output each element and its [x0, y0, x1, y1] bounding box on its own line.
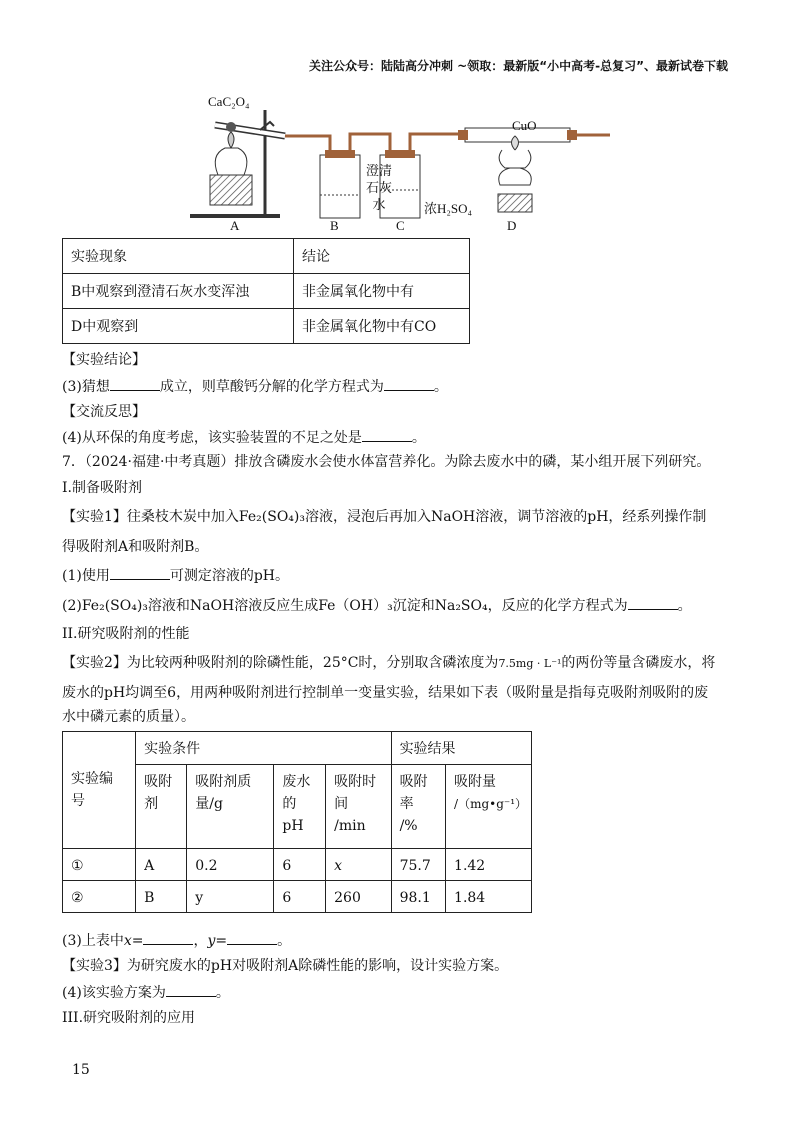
label-b: B: [330, 218, 339, 233]
answer-blank[interactable]: [628, 595, 678, 610]
table-cell: 6: [274, 881, 326, 913]
apparatus-diagram: [180, 90, 620, 235]
section-heading: 【实验结论】: [62, 352, 146, 368]
table-header: 实验现象: [63, 239, 294, 274]
table-header: 实验编 号: [63, 732, 136, 849]
table-header: 实验条件: [136, 732, 391, 765]
answer-blank[interactable]: [227, 930, 277, 945]
label-c: C: [396, 218, 405, 233]
table-header: 实验结果: [391, 732, 531, 765]
limewater-label: 澄清 石灰 水: [365, 163, 392, 212]
experiment-1: 【实验1】往桑枝木炭中加入Fe₂(SO₄)₃溶液，浸泡后再加入NaOH溶液，调节溶液的pH，经系列操作制: [62, 509, 707, 525]
experiment-2-cont: 水中磷元素的质量）。: [62, 709, 195, 725]
table-cell: 75.7: [391, 849, 445, 881]
table-cell: A: [136, 849, 187, 881]
page-number: 15: [72, 1062, 90, 1078]
table-cell: x: [326, 849, 391, 881]
table-header: 吸附剂质 量/g: [187, 765, 274, 849]
table-cell: ②: [63, 881, 136, 913]
table-header: 结论: [294, 239, 470, 274]
table-cell: 非金属氧化物中有: [294, 274, 470, 309]
label-a: A: [230, 218, 240, 233]
table-cell: 0.2: [187, 849, 274, 881]
table-cell: ①: [63, 849, 136, 881]
problem-7: 7．（2024·福建·中考真题）排放含磷废水会使水体富营养化。为除去废水中的磷，某小组开展下列研究。: [62, 454, 711, 470]
table-header: 吸附 率 /%: [391, 765, 445, 849]
table-header: 废水 的 pH: [274, 765, 326, 849]
observation-table: [62, 238, 470, 344]
question-4: (4)从环保的角度考虑，该实验装置的不足之处是 。: [62, 427, 426, 448]
table-cell: B: [136, 881, 187, 913]
reagent-label: CaC₂O₄: [208, 94, 250, 109]
cuo-label: CuO: [512, 118, 537, 133]
section-title: I.制备吸附剂: [62, 480, 142, 496]
table-cell: 98.1: [391, 881, 445, 913]
section-title: II.研究吸附剂的性能: [62, 626, 190, 642]
label-d: D: [507, 218, 517, 233]
question-1: (1)使用 可测定溶液的pH。: [62, 565, 289, 586]
table-cell: B中观察到澄清石灰水变浑浊: [63, 274, 294, 309]
answer-blank[interactable]: [143, 930, 193, 945]
answer-blank[interactable]: [384, 376, 434, 391]
page-header: 关注公众号：陆陆高分冲刺 ~领取：最新版“小中高考-总复习”、最新试卷下载: [309, 59, 728, 73]
answer-blank[interactable]: [110, 565, 170, 580]
table-cell: y: [187, 881, 274, 913]
table-cell: 6: [274, 849, 326, 881]
experiment-3: 【实验3】为研究废水的pH对吸附剂A除磷性能的影响，设计实验方案。: [62, 958, 509, 974]
h2so4-label: 浓H₂SO₄: [424, 201, 473, 216]
section-heading: 【交流反思】: [62, 404, 146, 420]
experiment-2: 【实验2】为比较两种吸附剂的除磷性能，25°C时，分别取含磷浓度为7.5mg · L⁻¹的两份等量含磷废水，将: [62, 655, 716, 671]
question-3b: (3)上表中x= ，y= 。: [62, 930, 291, 951]
results-table: [62, 731, 532, 913]
table-cell: 1.84: [446, 881, 532, 913]
question-3: (3)猜想 成立，则草酸钙分解的化学方程式为 。: [62, 376, 448, 397]
table-cell: D中观察到: [63, 309, 294, 344]
table-header: 吸附 剂: [136, 765, 187, 849]
table-cell: 1.42: [446, 849, 532, 881]
question-2: (2)Fe₂(SO₄)₃溶液和NaOH溶液反应生成Fe（OH）₃沉淀和Na₂SO₄，反应的化学方程式为 。: [62, 595, 692, 616]
table-cell: 非金属氧化物中有CO: [294, 309, 470, 344]
section-title: III.研究吸附剂的应用: [62, 1010, 196, 1026]
table-cell: 260: [326, 881, 391, 913]
answer-blank[interactable]: [110, 376, 160, 391]
table-header: 吸附量 /（mg•g⁻¹）: [446, 765, 532, 849]
answer-blank[interactable]: [362, 427, 412, 442]
table-header: 吸附时 间 /min: [326, 765, 391, 849]
question-4b: (4)该实验方案为 。: [62, 982, 230, 1003]
answer-blank[interactable]: [166, 982, 216, 997]
experiment-1-cont: 得吸附剂A和吸附剂B。: [62, 539, 209, 555]
experiment-2-cont: 废水的pH均调至6，用两种吸附剂进行控制单一变量实验，结果如下表（吸附量是指每克吸附剂吸附的废: [62, 685, 709, 701]
